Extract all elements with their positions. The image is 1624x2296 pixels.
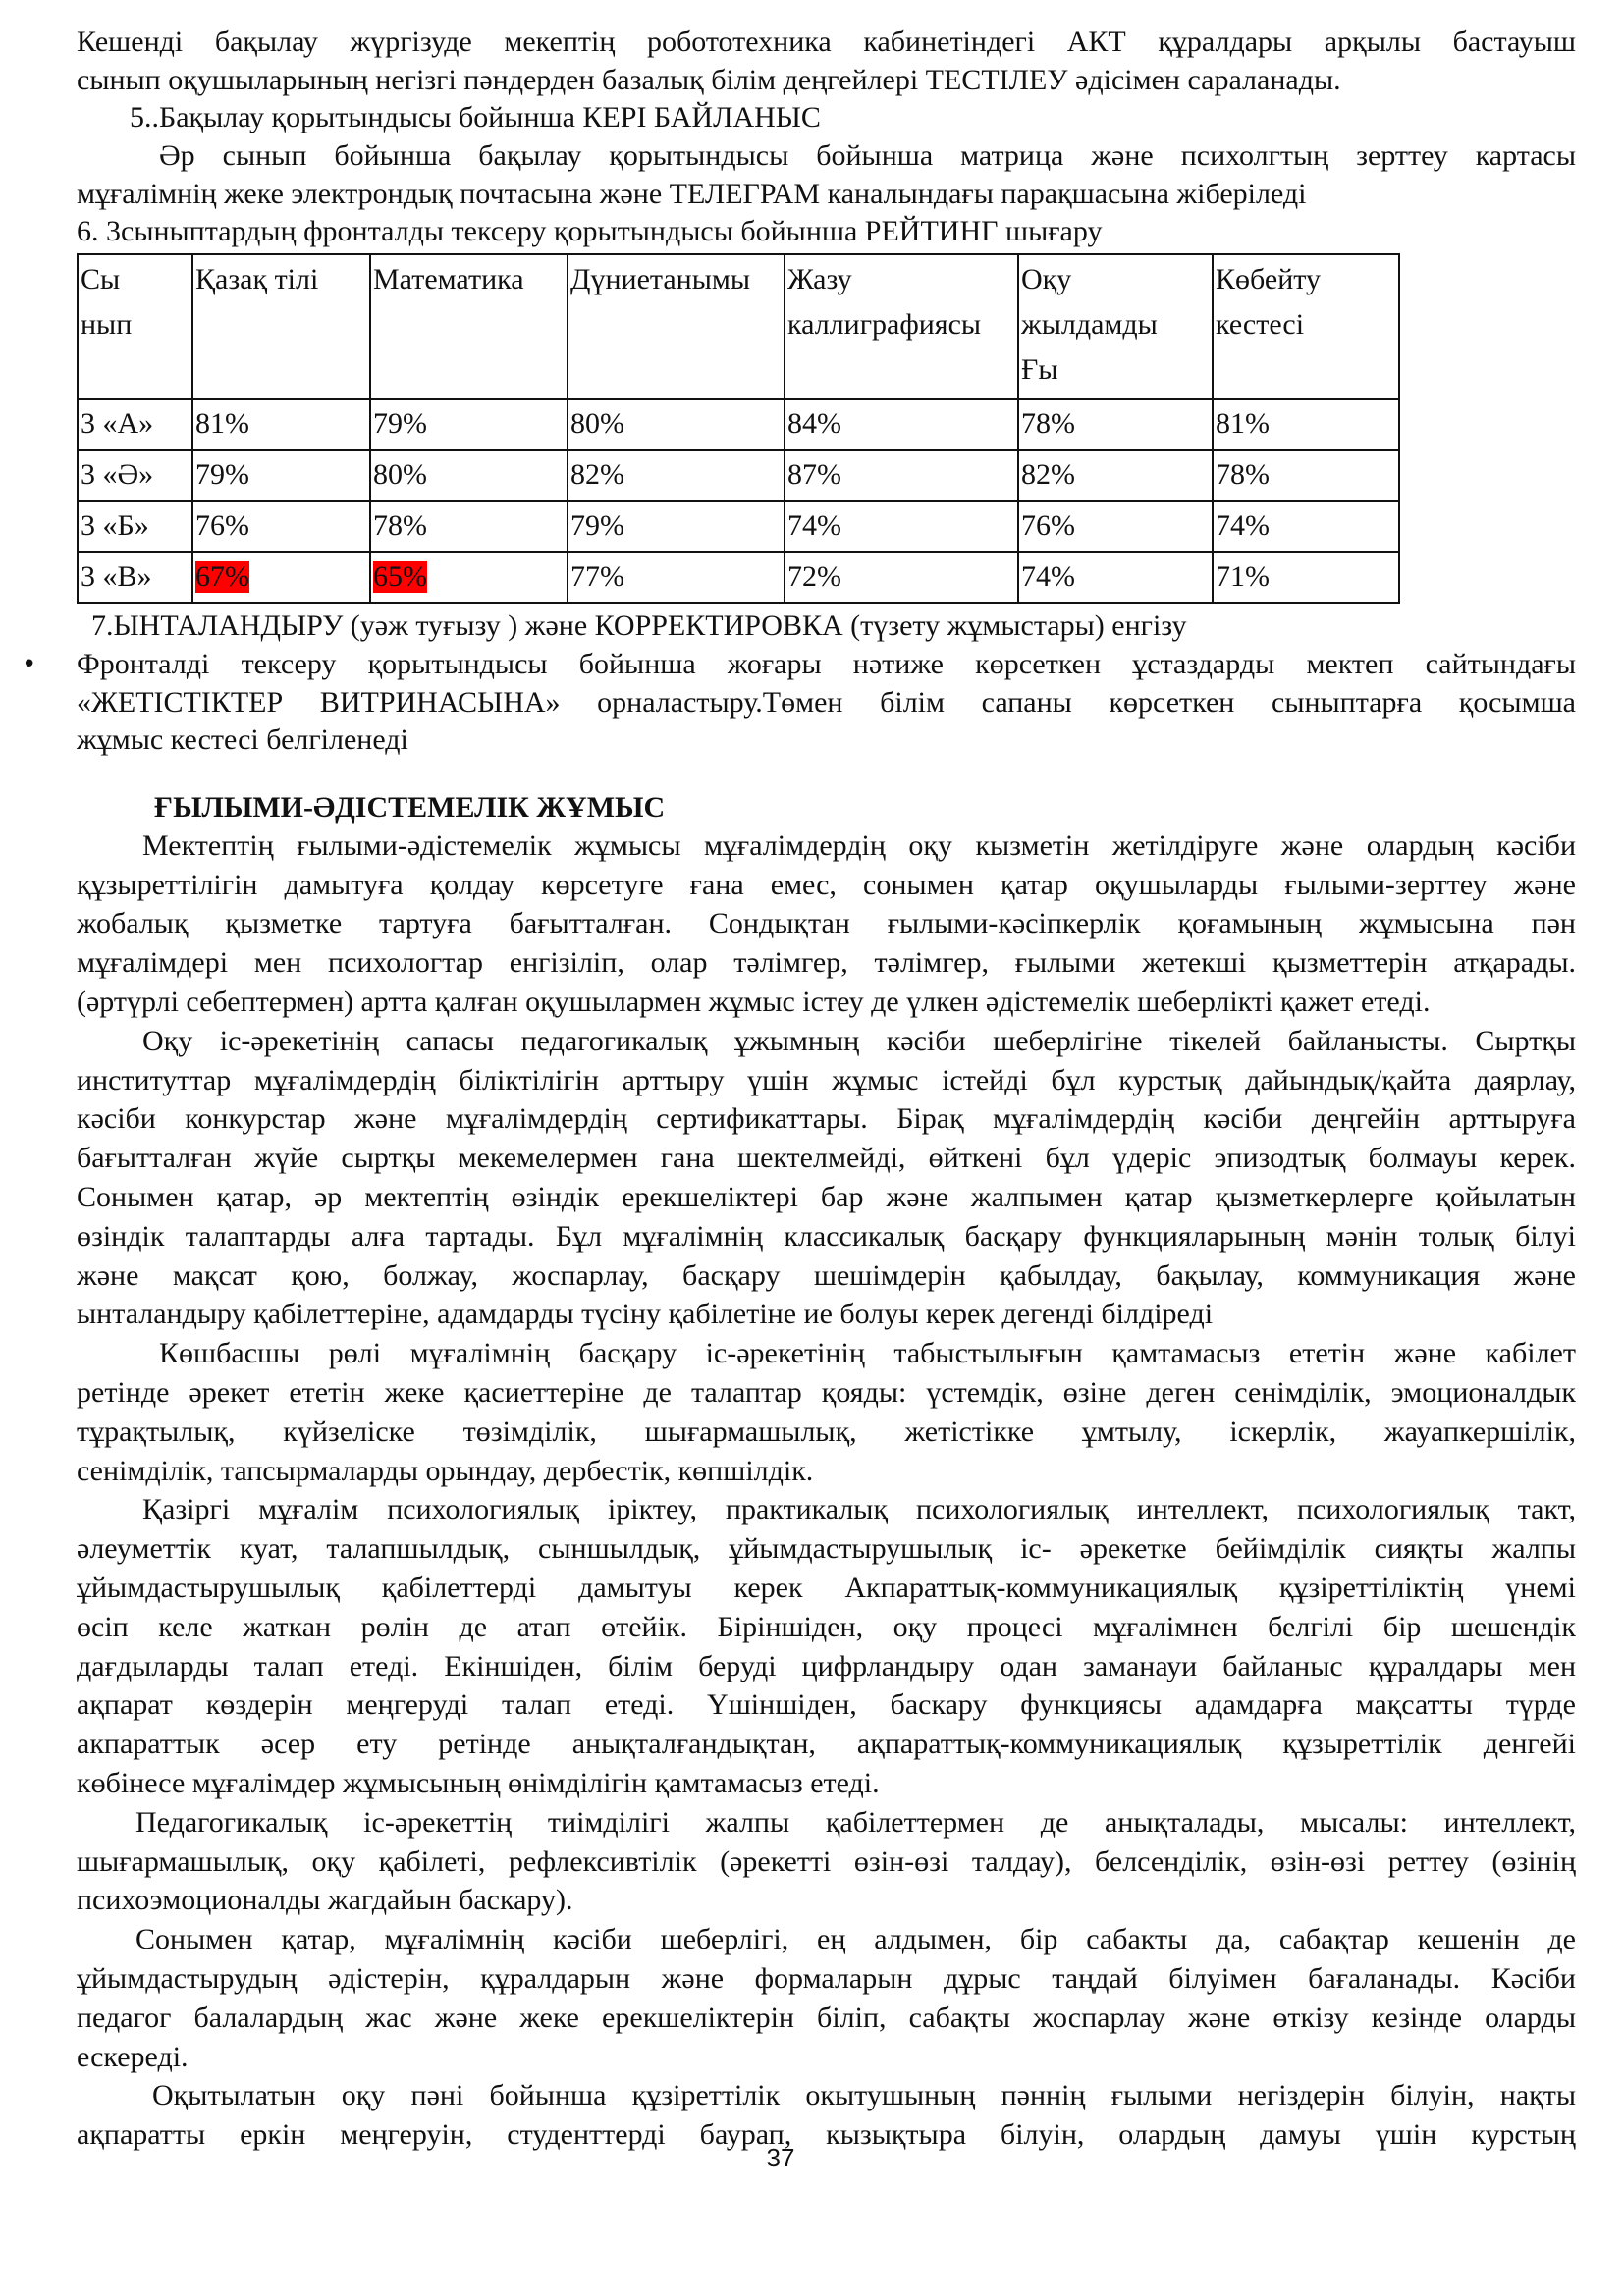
text-line: мұғалімнің жеке электрондық почтасына және ТЕЛЕГРАМ каналындағы парақшасына жіберіледі: [77, 177, 1307, 210]
paragraph-line: (әртүрлі себептермен) артта қалған оқушылармен жұмыс істеу де үлкен әдістемелік шеберлікті қажет етеді.: [77, 986, 1431, 1019]
text-line: 5..Бақылау қорытындысы бойынша КЕРІ БАЙЛАНЫС: [130, 101, 821, 134]
column-header: [568, 254, 785, 399]
score-cell: [370, 552, 568, 603]
section-heading: ҒЫЛЫМИ-ӘДІСТЕМЕЛІК ЖҰМЫС: [154, 790, 666, 824]
column-header: [785, 254, 1018, 399]
header-text: Көбейту: [1216, 263, 1321, 296]
class-cell: 3 «В»: [78, 552, 192, 603]
score-cell: [1018, 399, 1213, 450]
page-number: 37: [766, 2143, 795, 2172]
table-row: [78, 450, 1399, 501]
paragraph-line: Көшбасшы рөлі мұғалімнің басқару іс-әрекетінің табыстылығын қамтамасыз ететін және кабілет: [159, 1337, 1576, 1370]
text-line: 6. 3сыныптардың фронталды тексеру қорытындысы бойынша РЕЙТИНГ шығару: [77, 215, 1103, 248]
score-cell: [192, 450, 370, 501]
score-cell: [1213, 450, 1399, 501]
paragraph-line: жобалық қызметке тартуға бағытталған. Сондықтан ғылыми-кәсіпкерлік қоғамының жұмысына пән: [77, 907, 1576, 940]
paragraph-line: өзіндік талаптарды алға тартады. Бұл мұғалімнің классикалық басқару функцияларының мәнін толық білуі: [77, 1219, 1576, 1253]
paragraph-line: ескереді.: [77, 2040, 189, 2073]
score-cell: [568, 399, 785, 450]
paragraph-line: мұғалімдері мен психологтар енгізіліп, олар тәлімгер, тәлімгер, ғылыми жетекші қызметтерін атқарады.: [77, 946, 1576, 980]
header-text: кестесі: [1216, 308, 1305, 342]
score-cell: [1213, 399, 1399, 450]
paragraph-line: және мақсат қою, болжау, жоспарлау, басқару шешімдерін қабылдау, бақылау, коммуникация және: [77, 1258, 1576, 1292]
score-value: 78%: [1216, 458, 1270, 492]
score-value: 74%: [1021, 561, 1075, 594]
table-row: [78, 399, 1399, 450]
page-content: [22, 24, 1576, 2155]
column-header: [1213, 254, 1399, 399]
paragraph-line: Сонымен қатар, әр мектептің өзіндік ерекшеліктері бар және жалпымен қатар қызметкерлерге қойылатын: [77, 1181, 1576, 1214]
score-value: 84%: [787, 407, 841, 441]
score-cell: [192, 399, 370, 450]
bullet-text-line: Фронталді тексеру қорытындысы бойынша жоғары нәтиже көрсеткен ұстаздарды мектеп сайтындағы: [77, 647, 1576, 680]
column-header: [192, 254, 370, 399]
score-value: 80%: [570, 407, 624, 441]
header-text: Қазақ тілі: [195, 263, 319, 296]
paragraph-line: сенімділік, тапсырмаларды орындау, дербестік, көпшілдік.: [77, 1454, 814, 1487]
header-text: Сы: [81, 263, 121, 296]
header-text: каллиграфиясы: [787, 308, 982, 342]
paragraph-line: құзыреттілігін дамытуға қолдау көрсетуге ғана емес, сонымен қатар оқушыларды ғылыми-зерттеу және: [77, 868, 1576, 901]
score-value: 71%: [1216, 561, 1270, 594]
paragraph-line: Сонымен қатар, мұғалімнің кәсіби шеберлігі, ең алдымен, бір сабакты да, сабақтар кешенін де: [135, 1923, 1576, 1956]
header-text: Ғы: [1021, 353, 1058, 387]
column-header: [370, 254, 568, 399]
paragraph-line: психоэмоционалды жагдайын баскару).: [77, 1884, 573, 1917]
header-text: Математика: [373, 263, 524, 296]
score-value: 74%: [787, 509, 841, 543]
score-cell: [1018, 501, 1213, 552]
score-cell: [370, 450, 568, 501]
header-text: Жазу: [787, 263, 852, 296]
paragraph-line: әлеуметтік куат, талапшылдық, сыншылдық, ұйымдастырушылық іс- әрекетке бейімділік сияқты жалпы: [77, 1532, 1576, 1566]
paragraph-line: ақпаратты еркін меңгеруін, студенттерді баурап, кызықтыра білуін, олардың дамуы үшін курстың: [77, 2118, 1576, 2152]
score-cell: [785, 399, 1018, 450]
score-value: 81%: [1216, 407, 1270, 441]
score-value: 65%: [373, 561, 427, 594]
score-cell: [370, 501, 568, 552]
score-value: 80%: [373, 458, 427, 492]
paragraph-line: өсіп келе жаткан рөлін де атап өтейік. Біріншіден, оқу процесі мұғалімнен белгілі бір шешендік: [77, 1610, 1576, 1643]
paragraph-line: Қазіргі мұғалім психологиялық іріктеу, практикалық психологиялық интеллект, психологиялық такт,: [142, 1493, 1576, 1526]
score-value: 79%: [373, 407, 427, 441]
score-cell: [785, 552, 1018, 603]
section-7-title: 7.ЫНТАЛАНДЫРУ (уәж туғызу ) және КОРРЕКТИРОВКА (түзету жұмыстары) енгізу: [91, 610, 1187, 643]
intro-text: [77, 24, 1576, 251]
paragraph-line: ақпарат көздерін меңгеруді талап етеді. Үшіншіден, баскару функциясы адамдарға мақсатты түрде: [77, 1688, 1576, 1722]
paragraph-line: ұйымдастырушылық қабілеттерді дамытуы керек Акпараттық-коммуникациялық құзіреттіліктің үнемі: [77, 1572, 1576, 1605]
header-text: Оқу: [1021, 263, 1072, 296]
score-value: 74%: [1216, 509, 1270, 543]
score-cell: [568, 450, 785, 501]
body-text: [77, 827, 1576, 2155]
score-value: 77%: [570, 561, 624, 594]
score-value: 76%: [1021, 509, 1075, 543]
score-cell: [1018, 552, 1213, 603]
text-line: Әр сынып бойынша бақылау қорытындысы бойынша матрица және психолгтың зерттеу картасы: [159, 139, 1576, 173]
bullet-icon: •: [22, 649, 37, 679]
paragraph-line: педагог балалардың жас және жеке ерекшеліктерін біліп, сабақты жоспарлау және өткізу кезінде оларды: [77, 2001, 1576, 2034]
text-line: Кешенді бақылау жүргізуде мекептің робототехника кабинетіндегі АКТ құралдары арқылы бастауыш: [77, 26, 1576, 58]
table-header-row: [78, 254, 1399, 399]
score-cell: [568, 501, 785, 552]
paragraph-line: ынталандыру қабілеттеріне, адамдарды түсіну қабілетіне ие болуы керек дегенді білдіреді: [77, 1298, 1214, 1331]
score-cell: [192, 501, 370, 552]
score-cell: [1213, 501, 1399, 552]
score-value: 79%: [570, 509, 624, 543]
paragraph-line: Оқытылатын оқу пәні бойынша құзіреттілік окытушының пәннің ғылыми негіздерін білуін, нақты: [152, 2079, 1576, 2112]
paragraph-line: дағдыларды талап етеді. Екіншіден, білім беруді цифрландыру одан заманауи байланыс құралдары мен: [77, 1649, 1576, 1682]
score-value: 67%: [195, 561, 249, 594]
score-value: 78%: [373, 509, 427, 543]
paragraph-line: кәсіби конкурстар және мұғалімдердің сертификаттары. Бірақ мұғалімдердің кәсіби деңгейін арттыруға: [77, 1102, 1576, 1136]
header-text: нып: [81, 308, 133, 342]
paragraph-line: шығармашылық, оқу қабілеті, рефлексивтілік (әрекетті өзін-өзі талдау), белсенділік, өзін-өзі реттеу (өзінің: [77, 1844, 1576, 1878]
header-text: жылдамды: [1021, 308, 1158, 342]
score-value: 78%: [1021, 407, 1075, 441]
paragraph-line: Педагогикалық іс-әрекеттің тиімділігі жалпы қабілеттермен де анықталады, мысалы: интеллект,: [135, 1805, 1576, 1839]
paragraph-line: бағытталған жүйе сыртқы мекемелермен гана шектелмейді, өйткені бұл үдеріс эпизодтық болмауы керек.: [77, 1142, 1576, 1175]
rating-table: [77, 253, 1400, 604]
paragraph-line: ұйымдастырудың әдістерін, құралдарын және формаларын дұрыс таңдай білуімен бағаланады. Кәсіби: [77, 1961, 1576, 1995]
column-header: [1018, 254, 1213, 399]
score-cell: [1018, 450, 1213, 501]
score-value: 81%: [195, 407, 249, 441]
class-cell: 3 «А»: [78, 399, 192, 450]
score-value: 82%: [1021, 458, 1075, 492]
paragraph-line: тұрақтылық, күйзеліске төзімділік, шығармашылық, жетістікке ұмтылу, іскерлік, жауапкершілік,: [77, 1415, 1576, 1448]
score-value: 87%: [787, 458, 841, 492]
paragraph-line: көбінесе мұғалімдер жұмысының өнімділігін қамтамасыз етеді.: [77, 1767, 880, 1799]
section-7: [22, 608, 1576, 760]
table-row: [78, 501, 1399, 552]
score-cell: [785, 450, 1018, 501]
column-header: [78, 254, 192, 399]
paragraph-line: институттар мұғалімдердің біліктілігін арттыру үшін жұмыс істейді бұл курстық дайындық/қайта даярлау,: [77, 1063, 1576, 1096]
paragraph-line: акпараттык әсер ету ретінде анықталғандықтан, ақпараттық-коммуникациялық құзыреттілік денгейі: [77, 1728, 1576, 1761]
score-cell: [1213, 552, 1399, 603]
paragraph-line: ретінде әрекет ететін жеке қасиеттеріне де талаптар қояды: үстемдік, өзіне деген сенімділік, эмоционалдык: [77, 1376, 1576, 1410]
score-cell: [370, 399, 568, 450]
score-value: 76%: [195, 509, 249, 543]
class-cell: 3 «Ә»: [78, 450, 192, 501]
class-cell: 3 «Б»: [78, 501, 192, 552]
bullet-text-line: жұмыс кестесі белгіленеді: [77, 723, 408, 757]
bullet-text-line: «ЖЕТІСТІКТЕР ВИТРИНАСЫНА» орналастыру.Төмен білім сапаны көрсеткен сыныптарға қосымша: [77, 685, 1576, 719]
score-value: 72%: [787, 561, 841, 594]
text-line: сынып оқушыларының негізгі пәндерден базалық білім деңгейлері ТЕСТІЛЕУ әдісімен сараланады.: [77, 63, 1341, 96]
paragraph-line: Мектептің ғылыми-әдістемелік жұмысы мұғалімдердің оқу кызметін жетілдіруге және олардың кәсіби: [142, 828, 1576, 862]
score-cell: [192, 552, 370, 603]
score-value: 82%: [570, 458, 624, 492]
header-text: Дүниетанымы: [570, 263, 751, 296]
score-cell: [568, 552, 785, 603]
table-row: [78, 552, 1399, 603]
paragraph-line: Оқу іс-әрекетінің сапасы педагогикалық ұжымның кәсіби шеберлігіне тікелей байланысты. Сыртқы: [142, 1024, 1576, 1057]
score-cell: [785, 501, 1018, 552]
score-value: 79%: [195, 458, 249, 492]
